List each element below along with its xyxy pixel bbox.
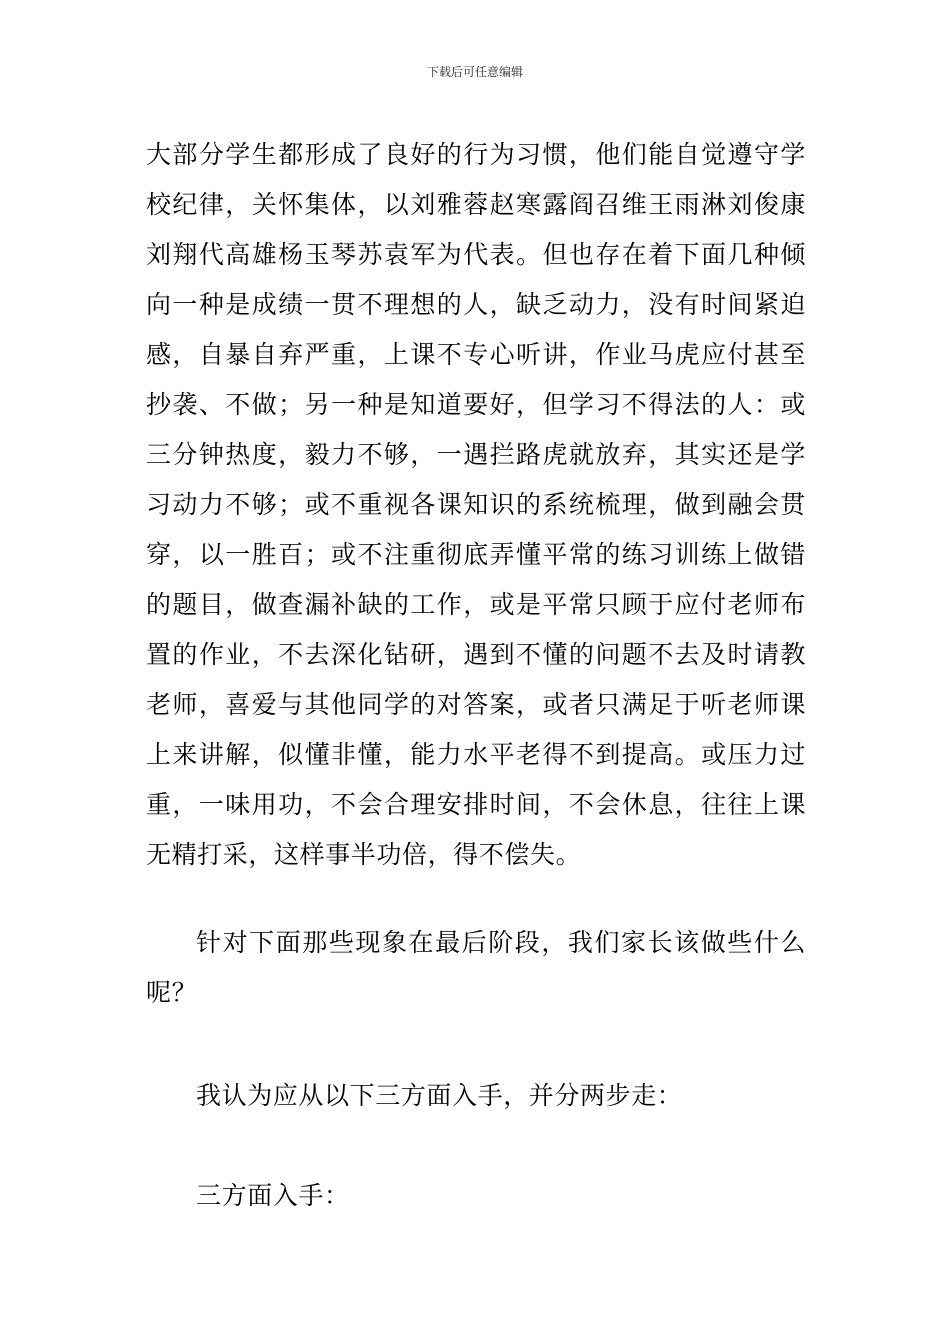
paragraph-line: 三方面入手：: [196, 1181, 350, 1210]
paragraph-line: 我认为应从以下三方面入手，并分两步走：: [196, 1081, 683, 1110]
paragraph-3: [146, 1071, 806, 1121]
paragraph-line: 刘翔代高雄杨玉琴苏袁军为代表。但也存在着下面几种倾: [146, 240, 806, 269]
paragraph-line: 上来讲解，似懂非懂，能力水平老得不到提高。或压力过: [146, 740, 806, 769]
paragraph-line: 无精打采，这样事半功倍，得不偿失。: [146, 840, 582, 869]
paragraph-line: 的题目，做查漏补缺的工作，或是平常只顾于应付老师布: [146, 590, 806, 619]
paragraph-line: 校纪律，关怀集体，以刘雅蓉赵寒露阎召维王雨淋刘俊康: [146, 190, 806, 219]
page-header: 下载后可任意编辑: [426, 65, 523, 79]
paragraph-line: 向一种是成绩一贯不理想的人，缺乏动力，没有时间紧迫: [146, 290, 806, 319]
paragraph-line: 置的作业，不去深化钻研，遇到不懂的问题不去及时请教: [146, 640, 806, 669]
paragraph-line: 老师，喜爱与其他同学的对答案，或者只满足于听老师课: [146, 690, 806, 719]
paragraph-line: 针对下面那些现象在最后阶段，我们家长该做些什么: [196, 928, 806, 957]
paragraph-line: 穿，以一胜百；或不注重彻底弄懂平常的练习训练上做错: [146, 540, 806, 569]
paragraph-line: 抄袭、不做；另一种是知道要好，但学习不得法的人：或: [146, 390, 806, 419]
paragraph-1: [146, 130, 806, 880]
paragraph-line: 感，自暴自弃严重，上课不专心听讲，作业马虎应付甚至: [146, 340, 806, 369]
paragraph-line: 大部分学生都形成了良好的行为习惯，他们能自觉遵守学: [146, 140, 806, 169]
paragraph-line: 三分钟热度，毅力不够，一遇拦路虎就放弃，其实还是学: [146, 440, 806, 469]
paragraph-4-heading: [146, 1171, 806, 1221]
paragraph-line: 重，一味用功，不会合理安排时间，不会休息，往往上课: [146, 790, 806, 819]
paragraph-line: 习动力不够；或不重视各课知识的系统梳理，做到融会贯: [146, 490, 806, 519]
paragraph-2: [146, 918, 806, 1018]
paragraph-line: 呢？: [146, 978, 198, 1007]
